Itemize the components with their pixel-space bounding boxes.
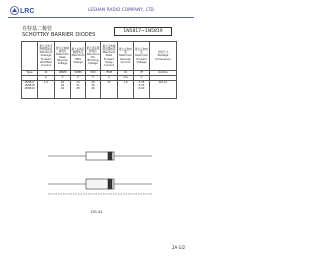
outline-cell: DO-41 [150, 81, 177, 99]
symbol-cell: VRMS [71, 71, 86, 76]
symbol-cell: IO [38, 71, 55, 76]
header-cell-type [22, 42, 38, 71]
header-cell-io: 最大正向平均整流电流 Maximum Average Forward Rectified Current [38, 42, 55, 71]
unit-cell: V [55, 76, 71, 81]
type-cell: 1N5817 1N5818 1N5819 [22, 81, 38, 99]
ifsm-cell: 25 [101, 81, 118, 99]
header-cell-outline: 外形尺寸 Package Dimensions [150, 42, 177, 71]
header-cell-vrms: 最大反向有效值电压 Maximum RMS Voltage [71, 42, 86, 71]
table-row [22, 81, 177, 99]
unit-cell: mA [118, 76, 134, 81]
company-name: LESHAN RADIO COMPANY, LTD. [88, 7, 156, 12]
symbol-cell: VRRM [55, 71, 71, 76]
symbol-cell: IR [118, 71, 134, 76]
symbol-cell: Outline [150, 71, 177, 76]
unit-cell: V [134, 76, 150, 81]
header-cell-ifsm: 最大正向峰值浪涌电流 Maximum Peak Forward Surge Current [101, 42, 118, 71]
page-number: 2A-1/2 [172, 245, 186, 250]
package-drawing [46, 146, 156, 206]
vrms-cell: 14 21 28 [71, 81, 86, 99]
title-cn: 肖特基二极管 [22, 26, 53, 32]
symbol-cell: VF [134, 71, 150, 76]
vdc-cell: 20 30 40 [86, 81, 101, 99]
unit-cell: V [86, 76, 101, 81]
symbol-cell: Type [22, 71, 38, 76]
header-cell-vdc: 最大直流阻断电压 Maximum DC Blocking Voltage [86, 42, 101, 71]
unit-cell: A [38, 76, 55, 81]
header-cell-vrrm: 最大反向峰值电压 Maximum Peak Reverse Voltage [55, 42, 71, 71]
part-number-box: 1N5817~1N5819 [114, 27, 172, 36]
cathode-band-icon [108, 152, 112, 160]
vrrm-cell: 20 30 40 [55, 81, 71, 99]
unit-cell: A [101, 76, 118, 81]
table-header-row [22, 42, 177, 71]
io-cell: 1.0 [38, 81, 55, 99]
vf-cell: 0.45 0.55 0.60 [134, 81, 150, 99]
title-en: SCHOTTKY BARRIER DIODES [22, 32, 96, 38]
spec-table [21, 41, 177, 99]
diode-side-view [48, 179, 152, 194]
symbol-cell: IFSM [101, 71, 118, 76]
logo-text: LRC [20, 8, 35, 15]
header-cell-vf: 最大正向电压 Maximum Forward Voltage [134, 42, 150, 71]
diode-top-view [48, 152, 152, 160]
header-divider [8, 17, 194, 18]
ir-cell: 1.0 [118, 81, 134, 99]
header-cell-ir: 最大反向电流 Maximum Reverse Current [118, 42, 134, 71]
unit-cell: V [71, 76, 86, 81]
symbol-cell: VDC [86, 71, 101, 76]
lrc-logo [10, 6, 40, 15]
package-label: DO-41 [91, 210, 103, 214]
logo-mark-icon [11, 7, 19, 15]
